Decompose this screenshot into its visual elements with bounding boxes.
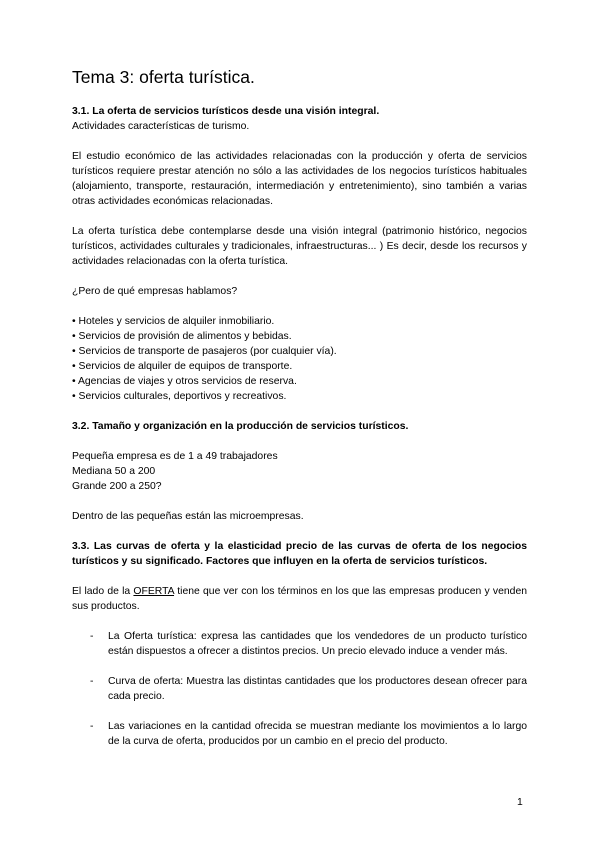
paragraph: La oferta turística debe contemplarse desde una visión integral (patrimonio histórico, negocios turísticos, actividades culturales y tradicionales, infraestructuras... ) Es decir, desde los recursos y actividades relacionadas con la oferta turística.	[72, 226, 527, 267]
list-item: • Servicios de alquiler de equipos de transporte.	[72, 361, 293, 372]
section-heading-3-2: 3.2. Tamaño y organización en la producción de servicios turísticos.	[72, 421, 409, 432]
list-item: - La Oferta turística: expresa las cantidades que los vendedores de un producto turístico están dispuestos a ofrecer a distintos precios. Un precio elevado induce a vender más.	[90, 631, 527, 657]
list-item: • Servicios culturales, deportivos y recreativos.	[72, 391, 287, 402]
list-item: • Agencias de viajes y otros servicios de reserva.	[72, 376, 297, 387]
list-item: - Curva de oferta: Muestra las distintas cantidades que los productores desean ofrecer para cada precio.	[90, 676, 527, 702]
size-line: Mediana 50 a 200	[72, 466, 156, 477]
dash-list	[72, 629, 527, 749]
section-heading-3-3: 3.3. Las curvas de oferta y la elasticidad precio de las curvas de oferta de los negocios turísticos y su significado. Factores que influyen en la oferta de servicios turísticos.	[72, 541, 527, 567]
bullet-list	[72, 314, 527, 404]
dash-marker: -	[90, 676, 94, 687]
question-text: ¿Pero de qué empresas hablamos?	[72, 286, 238, 297]
list-item: - Las variaciones en la cantidad ofrecida se muestran mediante los movimientos a lo largo de la curva de oferta, producidos por un cambio en el precio del producto.	[90, 721, 527, 747]
intro-text: tiene que ver con los términos en los que las empresas producen y venden sus productos.	[72, 586, 527, 612]
dash-marker: -	[90, 721, 94, 732]
paragraph	[72, 584, 527, 614]
list-item: • Hoteles y servicios de alquiler inmobiliario.	[72, 316, 275, 327]
page-number: 1	[517, 797, 523, 808]
intro-text: El lado de la	[72, 586, 134, 597]
size-line: Pequeña empresa es de 1 a 49 trabajadores	[72, 451, 278, 462]
list-item: • Servicios de provisión de alimentos y bebidas.	[72, 331, 292, 342]
section-subtitle: Actividades características de turismo.	[72, 121, 250, 132]
page-content	[72, 66, 527, 764]
list-item: • Servicios de transporte de pasajeros (por cualquier vía).	[72, 346, 337, 357]
section-heading-3-1: 3.1. La oferta de servicios turísticos desde una visión integral.	[72, 106, 380, 117]
oferta-link[interactable]: OFERTA	[133, 586, 175, 597]
page-title: Tema 3: oferta turística.	[72, 67, 255, 87]
paragraph: Dentro de las pequeñas están las microempresas.	[72, 511, 304, 522]
paragraph: El estudio económico de las actividades relacionadas con la producción y oferta de servicios turísticos requiere prestar atención no sólo a las actividades de los negocios turísticos habituales (alojamiento, transporte, restauración, intermediación y entretenimiento), sino también a varias otras actividades económicas relacionadas.	[72, 151, 527, 207]
dash-marker: -	[90, 631, 94, 642]
size-line: Grande 200 a 250?	[72, 481, 162, 492]
